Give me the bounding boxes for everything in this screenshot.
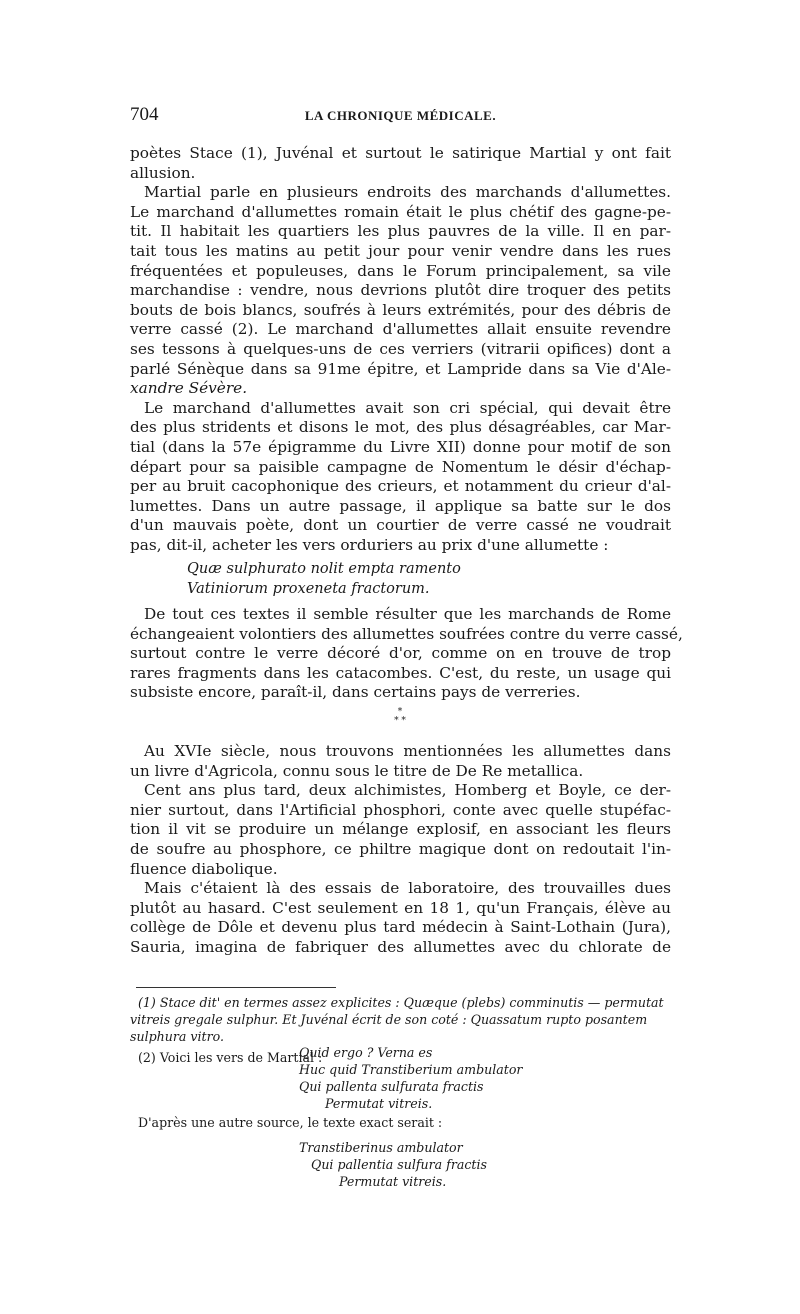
verse-line: Quid ergo ? Verna es [299, 1045, 433, 1060]
text-line: marchandise : vendre, nous devrions plutôt dire troquer des petits [130, 281, 671, 300]
page-header [130, 104, 671, 128]
footnote-divider [136, 987, 336, 988]
paragraph-2 [130, 183, 671, 203]
verse-line: Qui pallenta sulfurata fractis [299, 1079, 484, 1094]
text-line: per au bruit cacophonique des crieurs, et notamment du crieur d'al- [130, 477, 671, 496]
verse-line: Qui pallentia sulfura fractis [311, 1157, 487, 1172]
verse-line: Huc quid Transtiberium ambulator [299, 1062, 523, 1077]
footnote-2-intro: (2) Voici les vers de Martial : [138, 1050, 323, 1065]
footnote-1-line: vitreis gregale sulphur. Et Juvénal écrit de son coté : Quassatum rupto posantem [130, 1012, 648, 1027]
text-line: d'un mauvais poète, dont un courtier de verre cassé ne voudrait [130, 516, 671, 535]
text-line: bouts de bois blancs, soufrés à leurs extrémités, pour des débris de [130, 300, 671, 319]
text-line: Martial parle en plusieurs endroits des marchands d'allumettes. [144, 183, 671, 202]
main-text-3 [130, 742, 671, 958]
quote-line: Quæ sulphurato nolit empta ramento [187, 561, 461, 577]
paragraph-3 [130, 399, 671, 556]
text-line: Au XVIe siècle, nous trouvons mentionnées les allumettes dans [144, 742, 671, 760]
text-line: allusion. [130, 163, 196, 182]
text-line: De tout ces textes il semble résulter que les marchands de Rome [144, 605, 671, 623]
text-line: échangeaient volontiers des allumettes soufrées contre du verre cassé, [130, 624, 683, 643]
star-top: * [397, 707, 403, 717]
footnote-2-alt-verse [299, 1139, 487, 1190]
paragraph-1 [130, 144, 671, 183]
footnote-1-line: (1) Stace dit' en termes assez explicites : Quæque (plebs) comminutis — permutat [138, 995, 664, 1010]
text-line: verre cassé (2). Le marchand d'allumettes allait ensuite revendre [130, 320, 671, 339]
verse-line: Permutat vitreis. [339, 1174, 447, 1189]
text-line: tion il vit se produire un mélange explosif, en associant les fleurs [130, 820, 671, 839]
verse-line: Permutat vitreis. [325, 1096, 433, 1111]
text-line: un livre d'Agricola, connu sous le titre de De Re metallica. [130, 761, 584, 780]
text-line: rares fragments dans les catacombes. C'est, du reste, un usage qui [130, 663, 671, 682]
text-line: lumettes. Dans un autre passage, il applique sa batte sur le dos [130, 496, 671, 515]
text-line: plutôt au hasard. C'est seulement en 18 1, qu'un Français, élève au [130, 898, 671, 917]
text-line: fluence diabolique. [130, 859, 278, 878]
text-line: subsiste encore, paraît-il, dans certains pays de verreries. [130, 683, 581, 702]
footnote-2-verse [299, 1044, 522, 1112]
text-line: parlé Sénèque dans sa 91me épitre, et Lampride dans sa Vie d'Ale- [130, 359, 671, 378]
text-line: ses tessons à quelques-uns de ces verriers (vitrarii opifices) dont a [130, 339, 671, 358]
main-text-2 [130, 605, 683, 703]
text-line: départ pour sa paisible campagne de Nomentum le désir d'échap- [130, 457, 671, 476]
verse-line: Transtiberinus ambulator [299, 1140, 463, 1155]
text-line: collège de Dôle et devenu plus tard médecin à Saint-Lothain (Jura), [130, 918, 671, 937]
text-line: tial (dans la 57e épigramme du Livre XII) donne pour motif de son [130, 437, 671, 456]
text-line: tit. Il habitait les quartiers les plus pauvres de la ville. Il en par- [130, 222, 671, 241]
star-bottom: * * [394, 716, 406, 726]
footnote-2-alt-intro-wrap [130, 1114, 671, 1131]
running-title: LA CHRONIQUE MÉDICALE. [304, 108, 497, 123]
footnote-2-alt-intro: D'après une autre source, le texte exact serait : [138, 1115, 443, 1130]
text-line: Sauria, imagina de fabriquer des allumettes avec du chlorate de [130, 937, 671, 956]
footnote-1-line: sulphura vitro. [130, 1029, 225, 1044]
text-line: Cent ans plus tard, deux alchimistes, Homberg et Boyle, ce der- [144, 781, 671, 800]
main-text [130, 144, 671, 555]
text-line: nier surtout, dans l'Artificial phosphori, conte avec quelle stupéfac- [130, 800, 671, 819]
quote-line: Vatiniorum proxeneta fractorum. [187, 580, 430, 597]
latin-quote [187, 560, 461, 599]
text-line: Mais c'étaient là des essais de laboratoire, des trouvailles dues [144, 879, 671, 898]
paragraph-2-cont [130, 203, 671, 399]
text-line: fréquentées et populeuses, dans le Forum principalement, sa vile [130, 261, 671, 280]
page-number: 704 [130, 104, 159, 125]
text-line: surtout contre le verre décoré d'or, comme on en trouve de trop [130, 644, 671, 663]
text-line: des plus stridents et disons le mot, des plus désagréables, car Mar- [130, 418, 671, 437]
text-line: tait tous les matins au petit jour pour venir vendre dans les rues [130, 241, 671, 260]
text-line: poètes Stace (1), Juvénal et surtout le satirique Martial y ont fait [130, 144, 671, 162]
text-line: pas, dit-il, acheter les vers orduriers au prix d'une allumette : [130, 535, 609, 554]
text-line: Le marchand d'allumettes avait son cri spécial, qui devait être [144, 398, 671, 417]
text-line: de soufre au phosphore, ce philtre magique dont on redoutait l'in- [130, 839, 671, 858]
section-separator [0, 708, 800, 726]
text-line: Le marchand d'allumettes romain était le plus chétif des gagne-pe- [130, 202, 671, 221]
text-line: xandre Sévère. [130, 379, 248, 398]
